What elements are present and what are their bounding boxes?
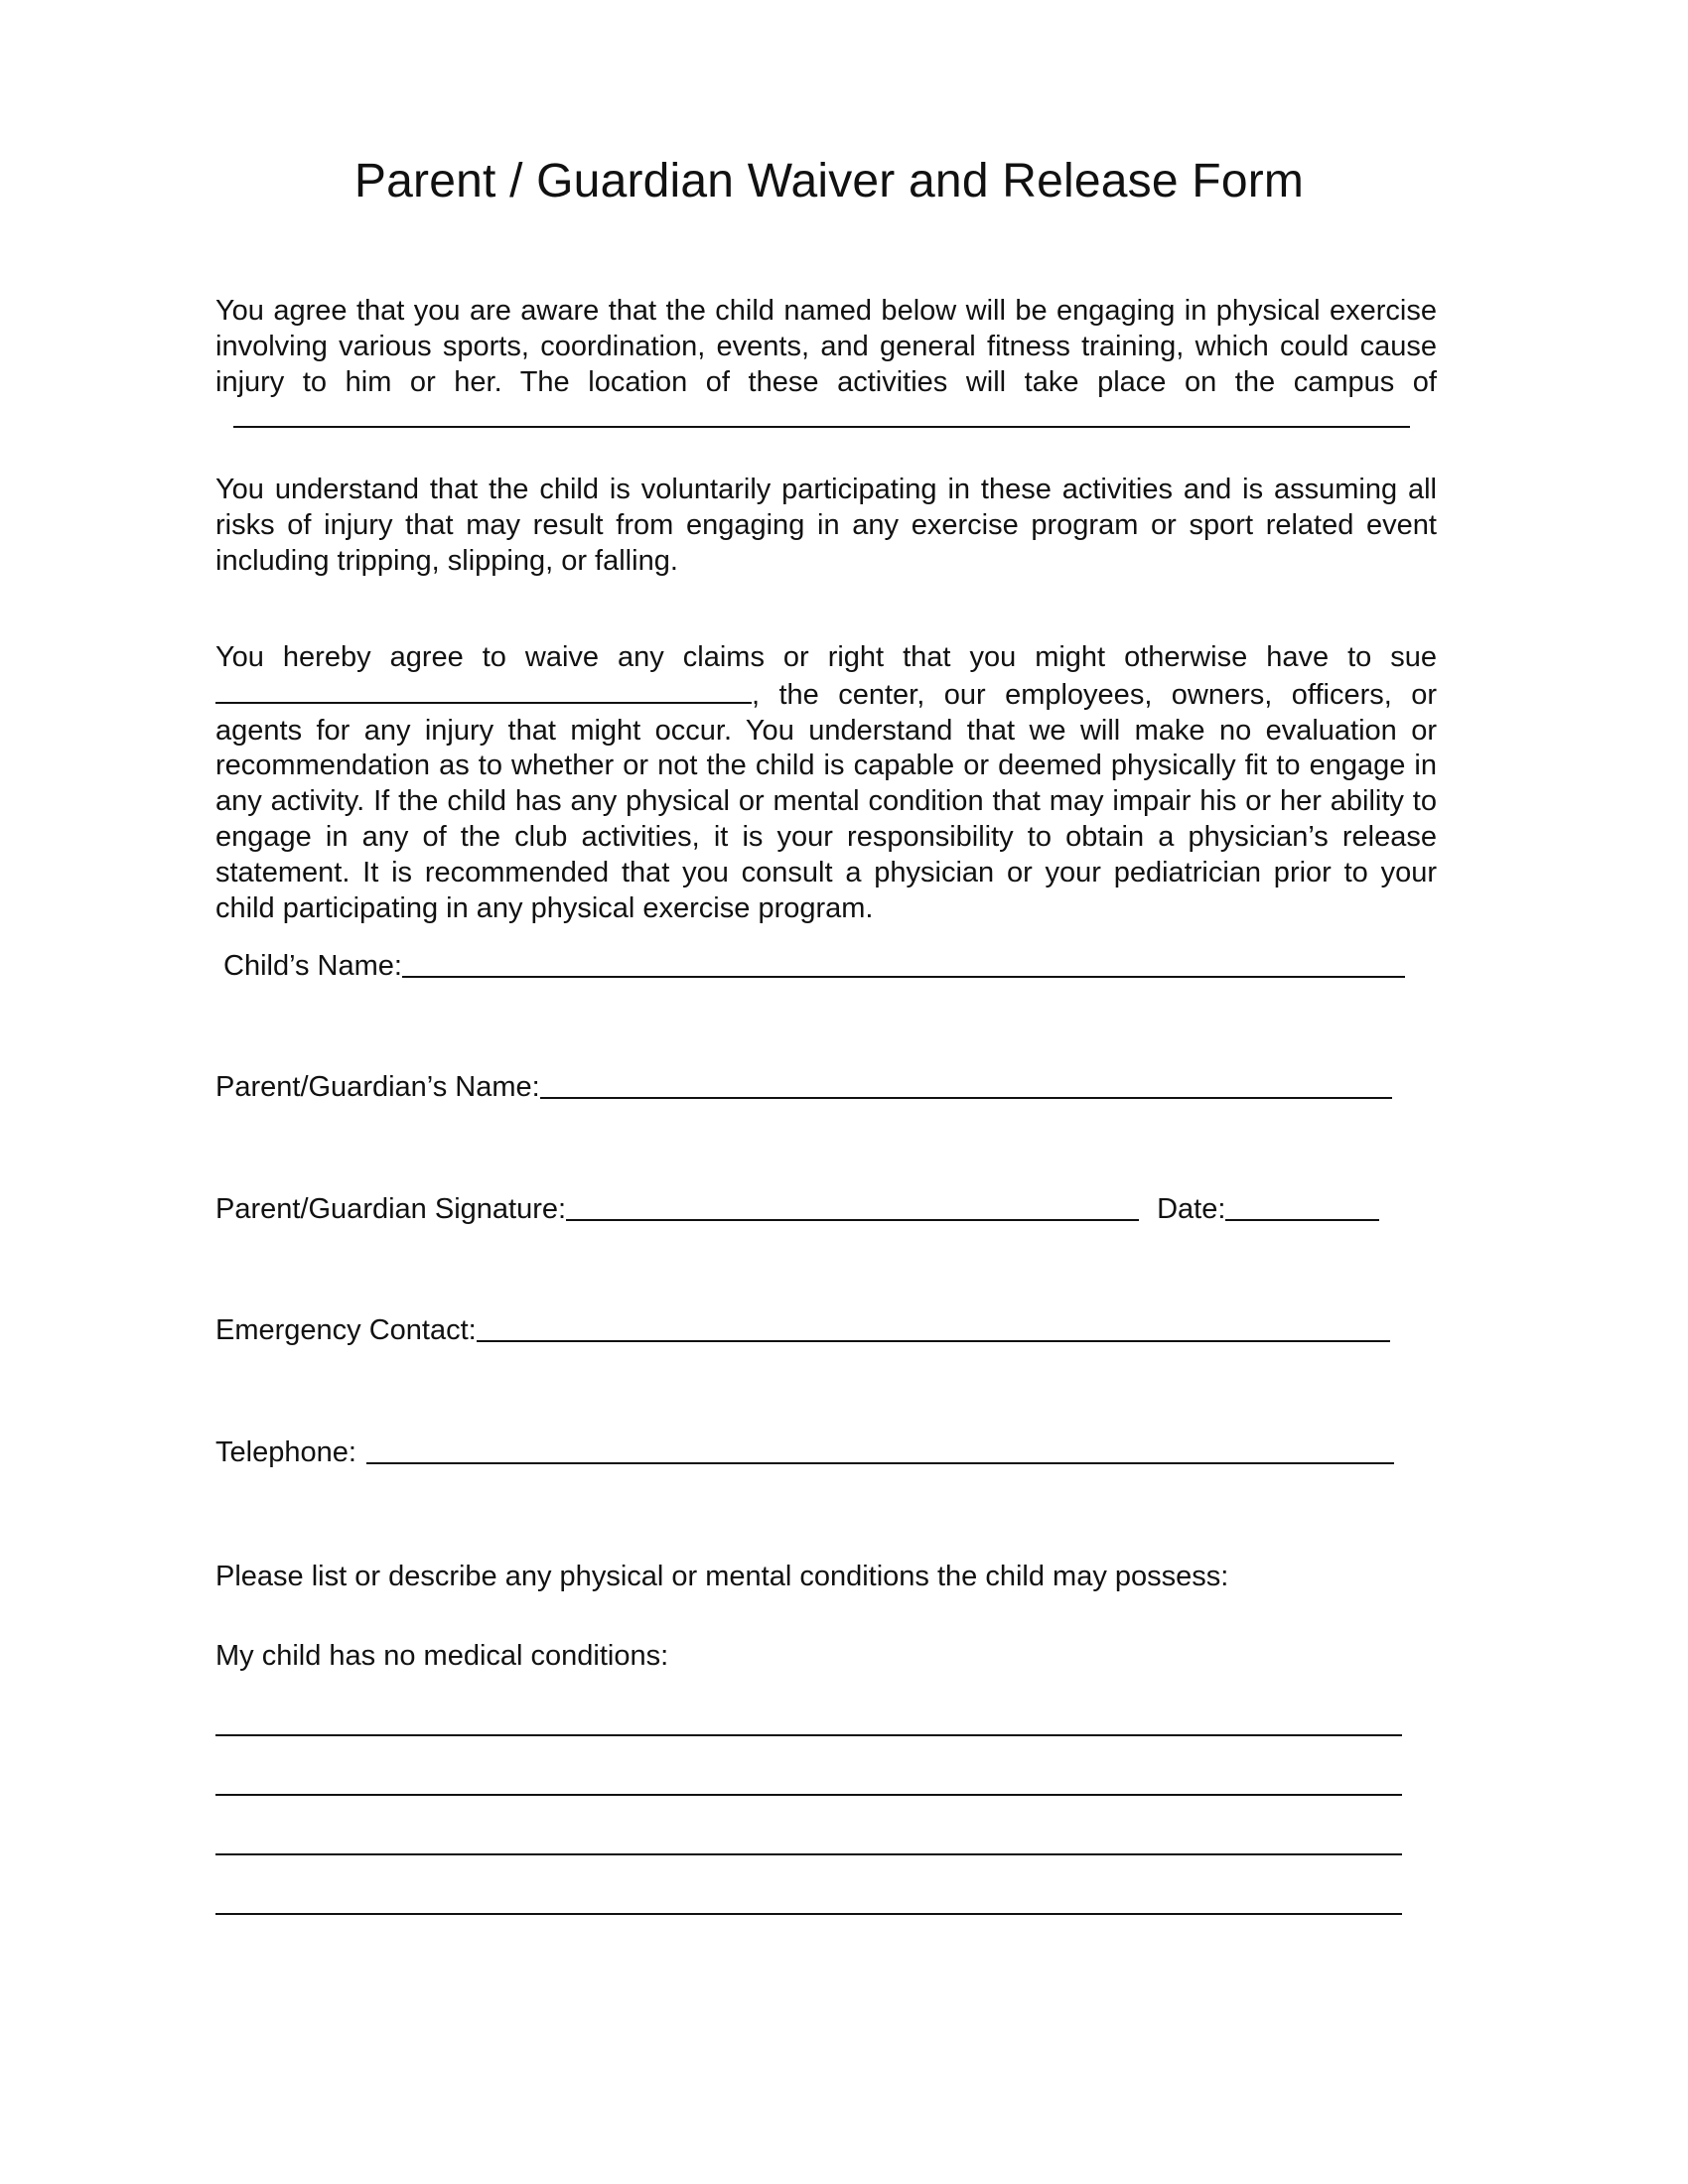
paragraph-waiver-rest: , the center, our employees, owners, officers, or agents for any injury that might occur. You understand that we will make no evaluation or recommendation as to whether or not the child is capable or deemed physically fit to engage in any activity. If the child has any physical or mental condition that may impair his or her ability to engage in any of the club activities, it is your responsibility to obtain a physician’s release statement. It is recommended that you consult a physician or your pediatrician prior to your child participating in any physical exercise program. xyxy=(215,678,1437,924)
date-label: Date: xyxy=(1157,1193,1226,1225)
signature-input[interactable] xyxy=(566,1191,1139,1221)
parent-name-field xyxy=(215,1069,1392,1105)
child-name-field xyxy=(223,948,1405,984)
telephone-label: Telephone: xyxy=(215,1436,356,1468)
emergency-contact-field xyxy=(215,1312,1390,1348)
date-input[interactable] xyxy=(1225,1191,1379,1221)
paragraph-risk: You understand that the child is voluntarily participating in these activities and is assuming all risks of injury that may result from engaging in any exercise program or sport related event including tripping, slipping, or falling. xyxy=(215,474,1437,577)
parent-name-input[interactable] xyxy=(540,1069,1392,1099)
conditions-line-3[interactable] xyxy=(215,1853,1402,1855)
child-name-label: Child’s Name: xyxy=(223,950,402,982)
telephone-field xyxy=(215,1434,1394,1470)
conditions-line-4[interactable] xyxy=(215,1913,1402,1915)
parent-name-label: Parent/Guardian’s Name: xyxy=(215,1071,540,1103)
child-name-input[interactable] xyxy=(402,948,1405,978)
conditions-line-1[interactable] xyxy=(215,1734,1402,1736)
no-conditions-prompt: My child has no medical conditions: xyxy=(215,1640,669,1672)
paragraph-waiver-start: You hereby agree to waive any claims or right that you might otherwise have to sue xyxy=(215,641,1437,673)
paragraph-waiver xyxy=(215,640,1437,926)
emergency-contact-input[interactable] xyxy=(477,1312,1390,1342)
emergency-contact-label: Emergency Contact: xyxy=(215,1314,477,1346)
conditions-line-2[interactable] xyxy=(215,1794,1402,1796)
signature-label: Parent/Guardian Signature: xyxy=(215,1193,567,1225)
paragraph-activities xyxy=(215,294,1437,438)
page-title: Parent / Guardian Waiver and Release Form xyxy=(353,155,1305,207)
waived-party-blank[interactable] xyxy=(215,676,752,704)
conditions-prompt: Please list or describe any physical or mental conditions the child may possess: xyxy=(215,1561,1229,1592)
campus-blank[interactable] xyxy=(233,400,1410,428)
telephone-input[interactable] xyxy=(366,1434,1394,1464)
date-field xyxy=(1139,1191,1379,1227)
paragraph-activities-text: You agree that you are aware that the child named below will be engaging in physical exercise involving various sports, coordination, events, and general fitness training, which could cause injury to him or her. The location of these activities will take place on the campus of xyxy=(215,295,1437,398)
signature-row xyxy=(215,1191,1379,1227)
